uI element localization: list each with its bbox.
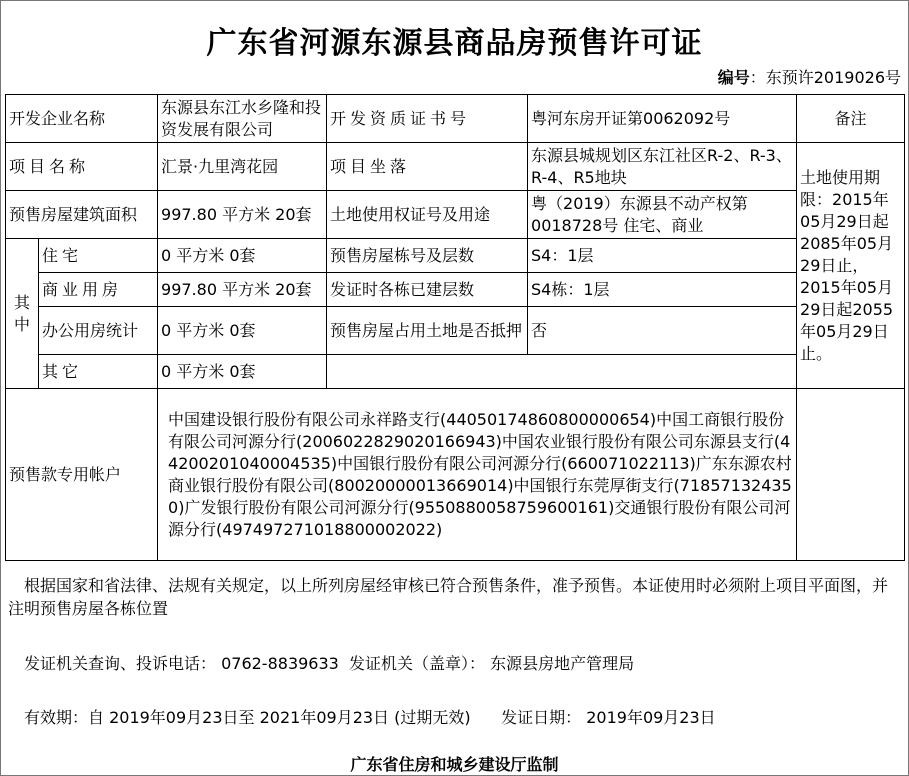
account-value: 中国建设银行股份有限公司永祥路支行(44050174860800000654)中国工商银行股份有限公司河源分行(2006022829020166943)中国农业银行股份有限公司东源县支行(44200201040004535)中国银行股份有限公司河源分行(660071022113)广东东源农村商业银行股份有限公司(80020000013669014)中国银行东莞厚街支行(718571324350)广发银行股份有限公司河源分行(9550880058759600161)交通银行股份有限公司河源分行(497497271018800002022) [158,389,797,561]
other-value: 0 平方米 0套 [158,355,327,389]
table-row [6,239,905,273]
residential-label: 住宅 [39,239,158,273]
table-row [6,191,905,239]
number-label: 编号 [717,68,750,87]
other-label: 其它 [39,355,158,389]
developer-label: 开发企业名称 [6,95,158,143]
built-floors-label: 发证时各栋已建层数 [327,273,528,307]
office-value: 0 平方米 0套 [158,307,327,355]
empty-remark-cell [797,389,905,561]
project-name-label: 项目名称 [6,143,158,191]
project-name-value: 汇景·九里湾花园 [158,143,327,191]
land-cert-label: 土地使用权证号及用途 [327,191,528,239]
number-value: 东预许2019026号 [765,68,901,87]
residential-value: 0 平方米 0套 [158,239,327,273]
building-floors-value: S4：1层 [528,239,797,273]
remark-header: 备注 [797,95,905,143]
land-cert-value: 粤（2019）东源县不动产权第0018728号 住宅、商业 [528,191,797,239]
certificate-number [718,65,901,88]
table-row [6,307,905,355]
table-row [6,95,905,143]
office-label: 办公用房统计 [39,307,158,355]
project-location-label: 项目坐落 [327,143,528,191]
qualification-label: 开发资质证书号 [327,95,528,143]
permit-table [5,94,905,561]
presale-area-label: 预售房屋建筑面积 [6,191,158,239]
account-label: 预售款专用帐户 [6,389,158,561]
commercial-label: 商业用房 [39,273,158,307]
table-row [6,355,905,389]
mortgage-label: 预售房屋占用土地是否抵押 [327,307,528,355]
table-row [6,389,905,561]
certificate-title: 广东省河源东源县商品房预售许可证 [206,26,703,61]
validity-line: 有效期：自 2019年09月23日至 2021年09月23日 (过期无效) 发证日期： 2019年09月23日 [24,708,716,727]
remark-text: 土地使用期限：2015年05月29日起2085年05月29日止，2015年05月29日起2055年05月29日止。 [797,143,905,389]
table-row [6,273,905,307]
built-floors-value: S4栋：1层 [528,273,797,307]
number-separator: ： [749,68,766,87]
among-label: 其中 [6,239,39,389]
empty-cell [327,355,797,389]
supervisor-footer: 广东省住房和城乡建设厅监制 [350,755,559,774]
table-row [6,143,905,191]
mortgage-value: 否 [528,307,797,355]
developer-value: 东源县东江水乡隆和投资发展有限公司 [158,95,327,143]
qualification-value: 粤河东房开证第0062092号 [528,95,797,143]
commercial-value: 997.80 平方米 20套 [158,273,327,307]
building-floors-label: 预售房屋栋号及层数 [327,239,528,273]
presale-area-value: 997.80 平方米 20套 [158,191,327,239]
contact-line: 发证机关查询、投诉电话： 0762-8839633 发证机关（盖章）： 东源县房地产管理局 [24,654,635,673]
statement-text: 根据国家和省法律、法规有关规定，以上所列房屋经审核已符合预售条件，准予预售。本证使用时必须附上项目平面图，并注明预售房屋各栋位置 [8,576,889,618]
project-location-value: 东源县城规划区东江社区R-2、R-3、R-4、R5地块 [528,143,797,191]
